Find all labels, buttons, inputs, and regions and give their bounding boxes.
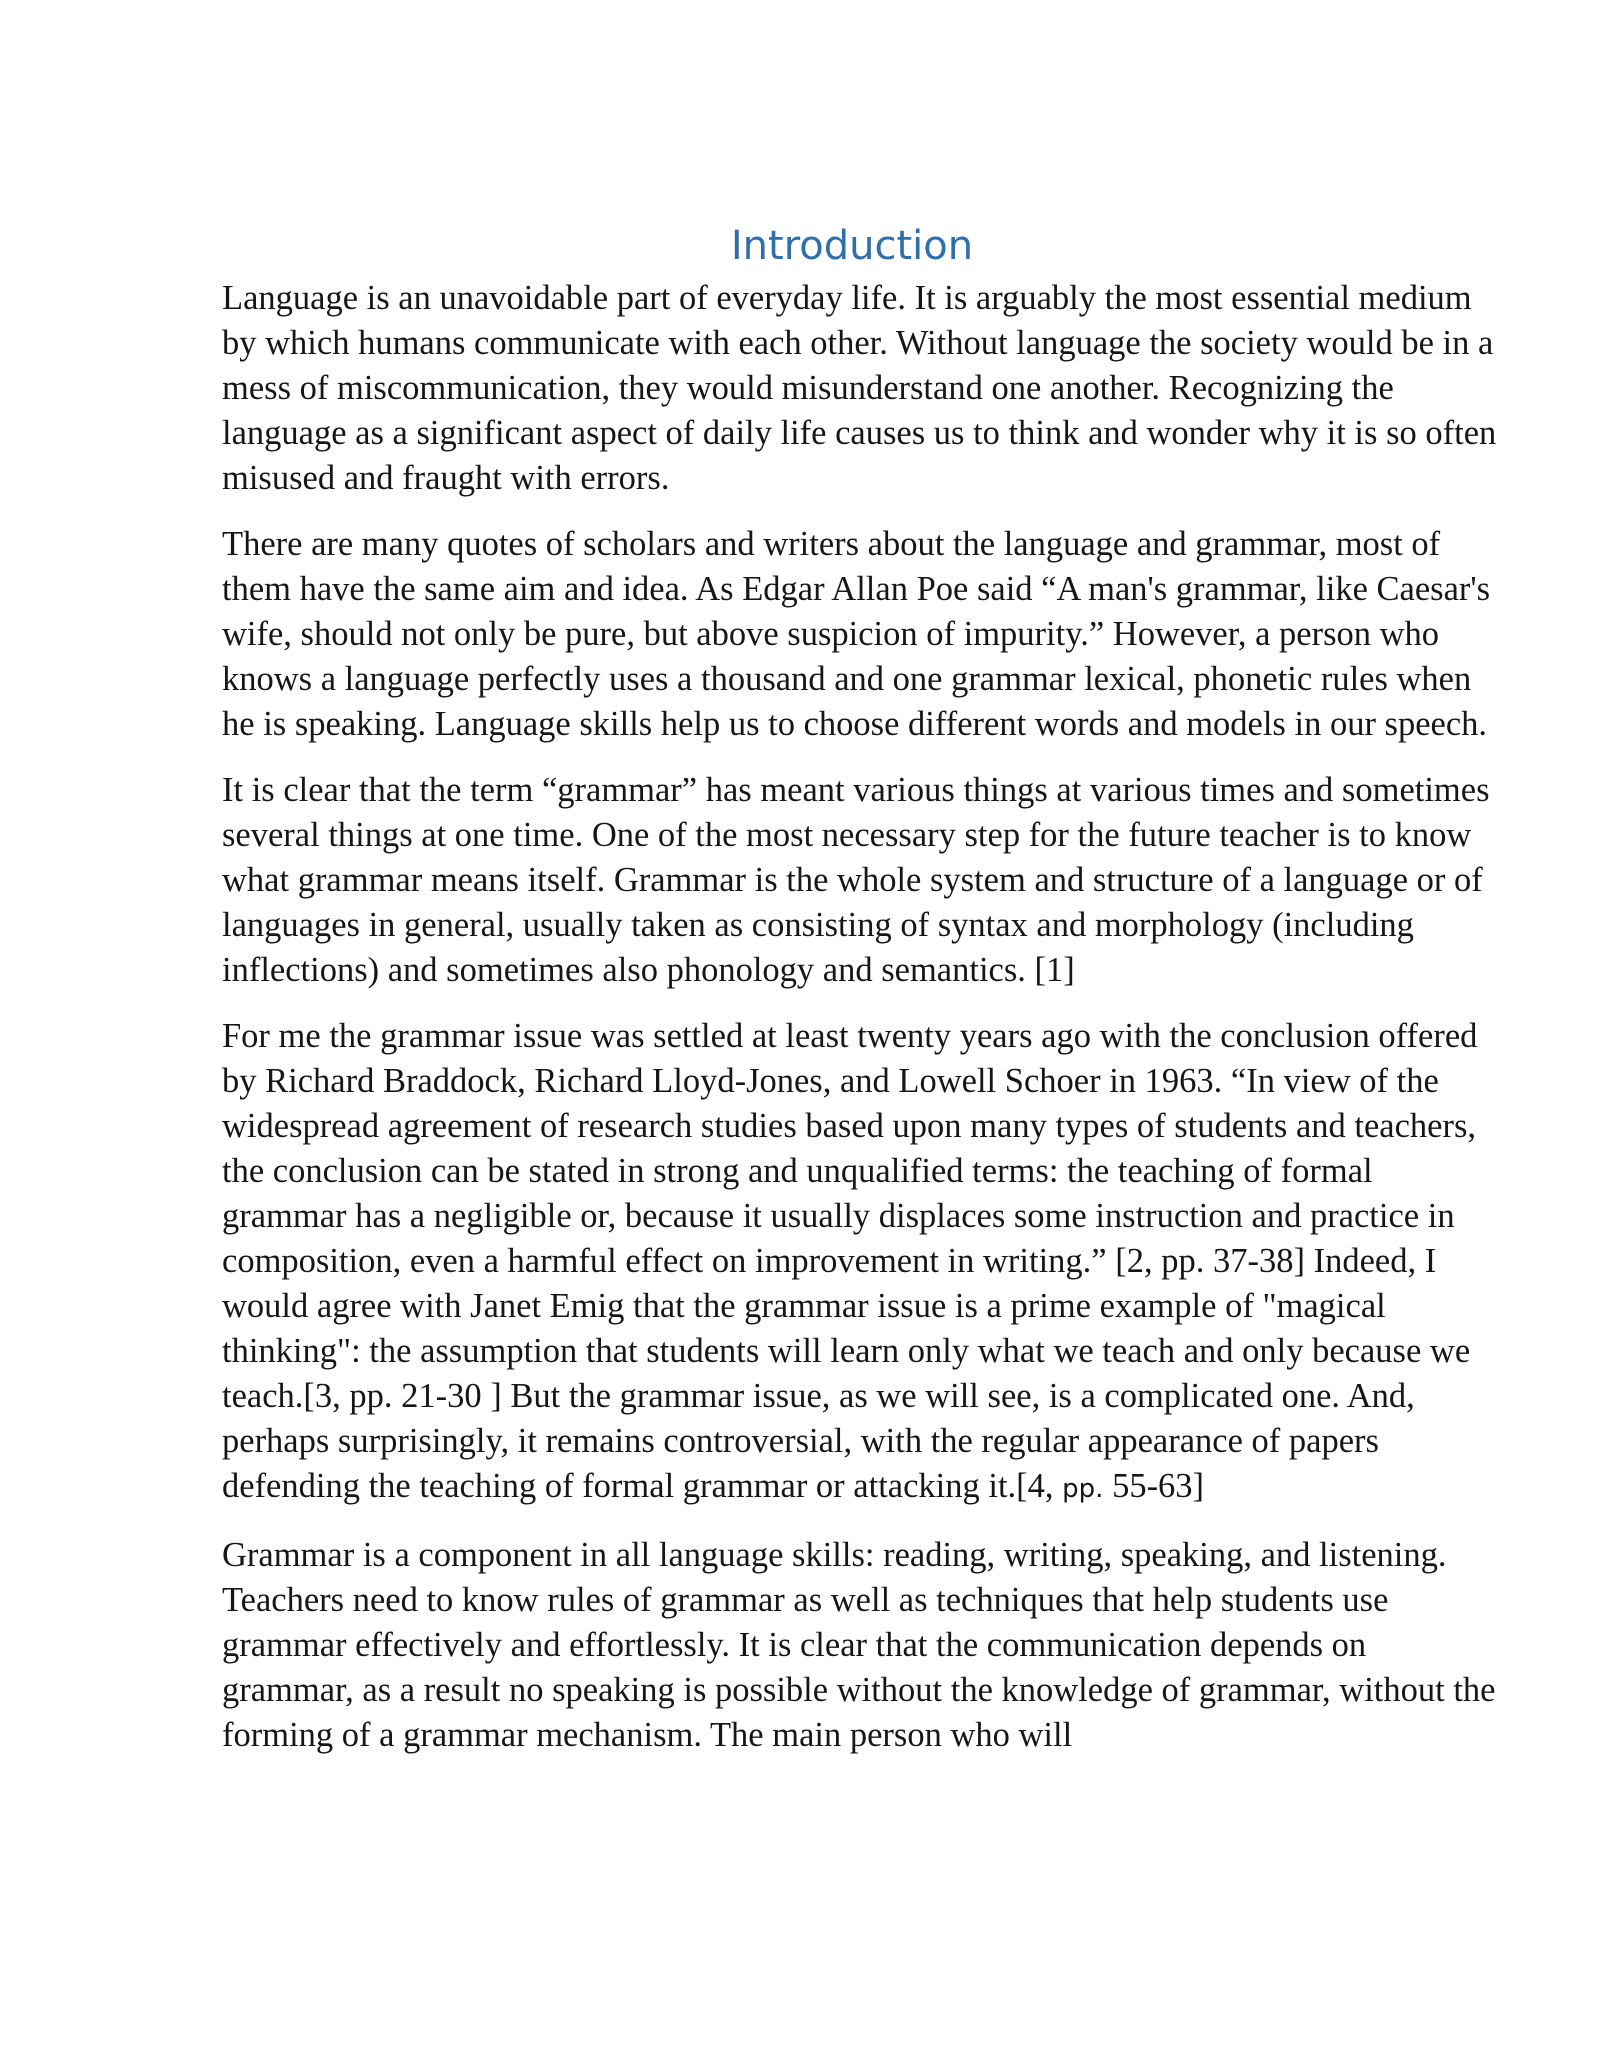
paragraph-4 bbox=[222, 1014, 1502, 1512]
paragraph-2: There are many quotes of scholars and writers about the language and grammar, most of them have the same aim and idea. As Edgar Allan Poe said “A man's grammar, like Caesar's wife, should not only be pure, but above suspicion of impurity.” However, a person who knows a language perfectly uses a thousand and one grammar lexical, phonetic rules when he is speaking. Language skills help us to choose different words and models in our speech. bbox=[222, 525, 1491, 743]
paragraph-4-citation-range: 55-63] bbox=[1112, 1467, 1205, 1505]
paragraph-3: It is clear that the term “grammar” has meant various things at various times and sometimes several things at one time. One of the most necessary step for the future teacher is to know what grammar means itself. Grammar is the whole system and structure of a language or of languages in general, usually taken as consisting of syntax and morphology (including inflections) and sometimes also phonology and semantics. [1] bbox=[222, 771, 1490, 989]
paragraph-5: Grammar is a component in all language skills: reading, writing, speaking, and listening. Teachers need to know rules of grammar as well as techniques that help students use grammar effectively and effortlessly. It is clear that the communication depends on grammar, as a result no speaking is possible without the knowledge of grammar, without the forming of a grammar mechanism. The main person who will bbox=[222, 1536, 1496, 1754]
page-title: Introduction bbox=[730, 223, 974, 269]
paragraph-4-citation-pages-label: pp. bbox=[1062, 1474, 1104, 1504]
document-body bbox=[222, 276, 1502, 1779]
paragraph-4-text: For me the grammar issue was settled at least twenty years ago with the conclusion offered by Richard Braddock, Richard Lloyd-Jones, and Lowell Schoer in 1963. “In view of the widespread agreement of research studies based upon many types of students and teachers, the conclusion can be stated in strong and unqualified terms: the teaching of formal grammar has a negligible or, because it usually displaces some instruction and practice in composition, even a harmful effect on improvement in writing.” [2, pp. 37-38] Indeed, I would agree with Janet Emig that the grammar issue is a prime example of "magical thinking": the assumption that students will learn only what we teach and only because we teach.[3, pp. 21-30 ] But the grammar issue, as we will see, is a complicated one. And, perhaps surprisingly, it remains controversial, with the regular appearance of papers defending the teaching of formal grammar or attacking it.[4, bbox=[222, 1017, 1478, 1505]
paragraph-1: Language is an unavoidable part of everyday life. It is arguably the most essential medium by which humans communicate with each other. Without language the society would be in a mess of miscommunication, they would misunderstand one another. Recognizing the language as a significant aspect of daily life causes us to think and wonder why it is so often misused and fraught with errors. bbox=[222, 279, 1497, 497]
